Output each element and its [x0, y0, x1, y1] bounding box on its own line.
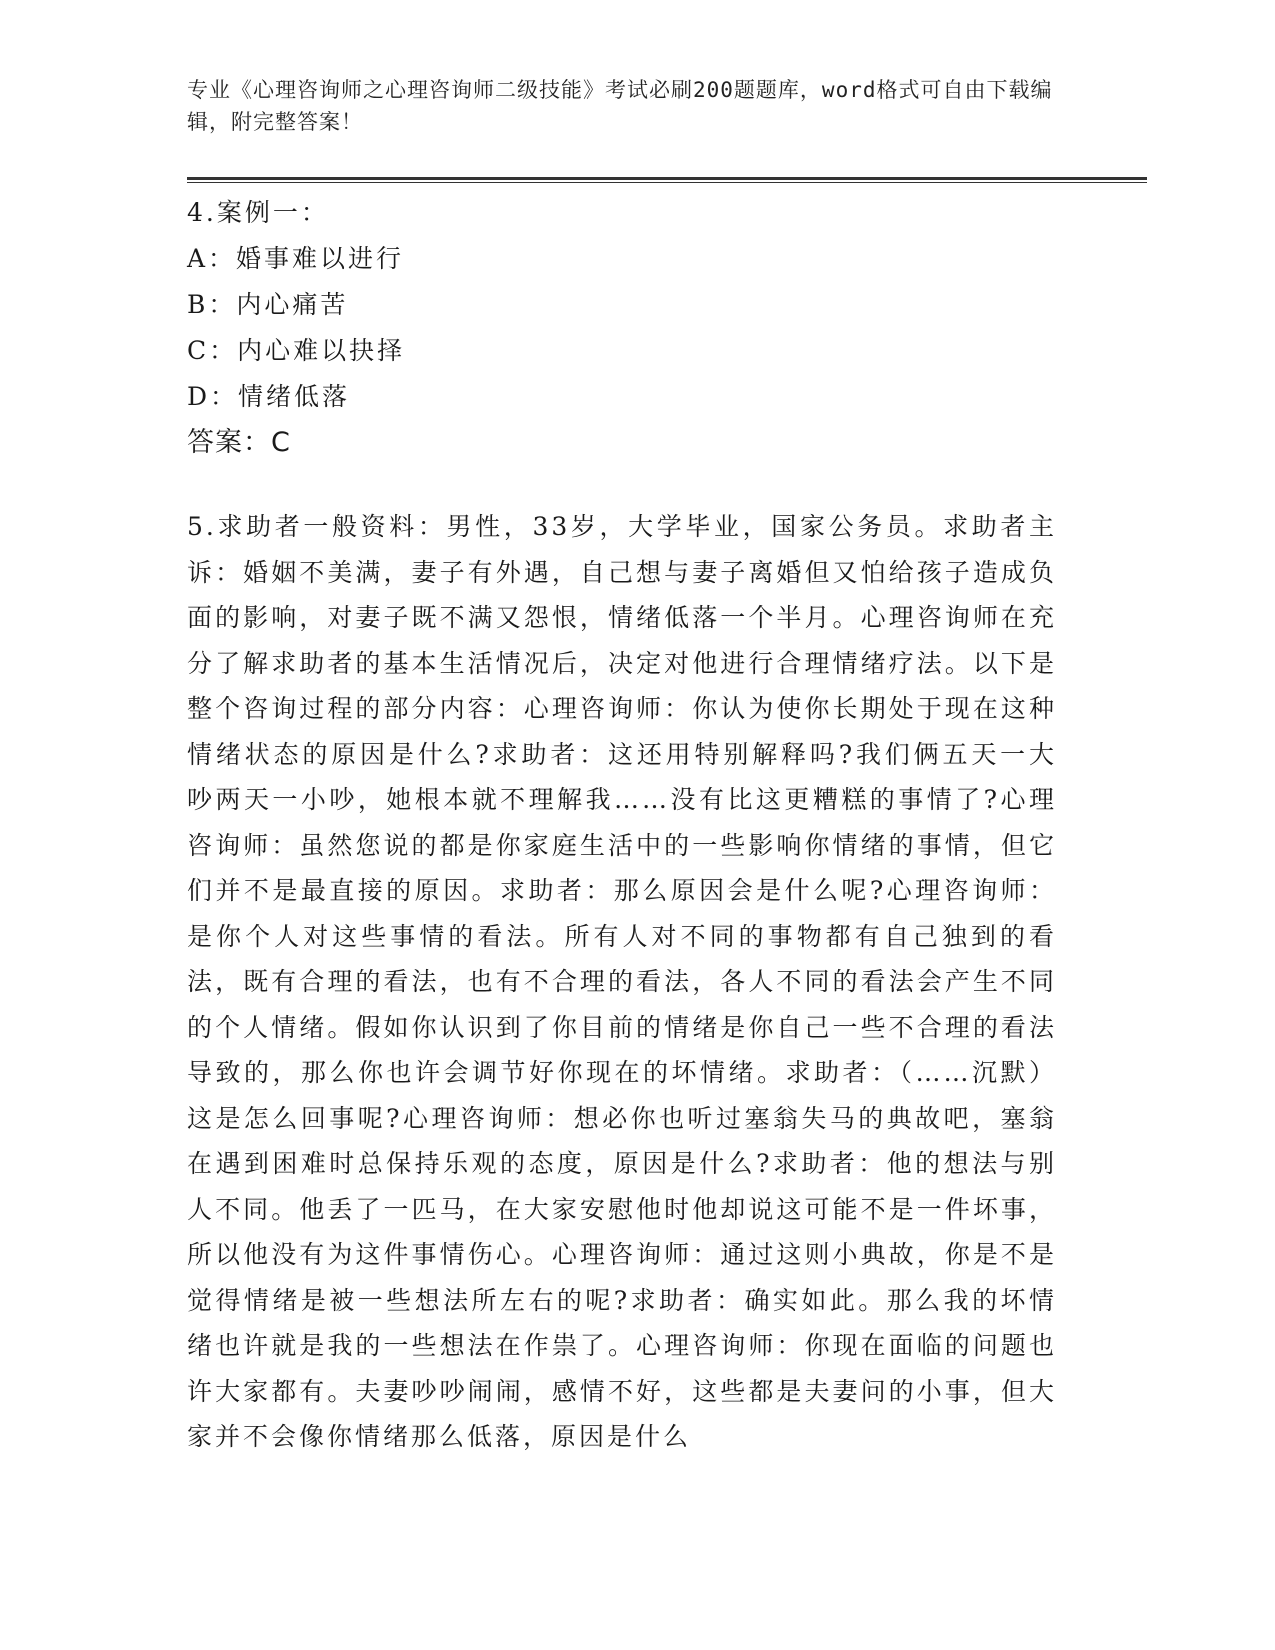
question-4-stem: 4.案例一：	[187, 198, 329, 227]
option-d: D：情绪低落	[187, 382, 351, 411]
question-4	[187, 190, 1057, 466]
question-5: 5.求助者一般资料：男性，33岁，大学毕业，国家公务员。求助者主诉：婚姻不美满，妻子有外遇，自己想与妻子离婚但又怕给孩子造成负面的影响，对妻子既不满又怨恨，情绪低落一个半月。心理咨询师在充分了解求助者的基本生活情况后，决定对他进行合理情绪疗法。以下是整个咨询过程的部分内容：心理咨询师：你认为使你长期处于现在这种情绪状态的原因是什么?求助者：这还用特别解释吗?我们俩五天一大吵两天一小吵，她根本就不理解我……没有比这更糟糕的事情了?心理咨询师：虽然您说的都是你家庭生活中的一些影响你情绪的事情，但它们并不是最直接的原因。求助者：那么原因会是什么呢?心理咨询师：是你个人对这些事情的看法。所有人对不同的事物都有自己独到的看法，既有合理的看法，也有不合理的看法，各人不同的看法会产生不同的个人情绪。假如你认识到了你目前的情绪是你自己一些不合理的看法导致的，那么你也许会调节好你现在的坏情绪。求助者：（……沉默）这是怎么回事呢?心理咨询师：想必你也听过塞翁失马的典故吧，塞翁在遇到困难时总保持乐观的态度，原因是什么?求助者：他的想法与别人不同。他丢了一匹马，在大家安慰他时他却说这可能不是一件坏事，所以他没有为这件事情伤心。心理咨询师：通过这则小典故，你是不是觉得情绪是被一些想法所左右的呢?求助者：确实如此。那么我的坏情绪也许就是我的一些想法在作祟了。心理咨询师：你现在面临的问题也许大家都有。夫妻吵吵闹闹，感情不好，这些都是夫妻问的小事，但大家并不会像你情绪那么低落，原因是什么	[187, 512, 1057, 1451]
document-header: 专业《心理咨询师之心理咨询师二级技能》考试必刷200题题库，word格式可自由下载编辑，附完整答案！	[187, 78, 1053, 134]
question-4-answer: 答案：C	[187, 427, 291, 458]
header-divider-thin	[187, 182, 1147, 183]
header-divider-thick	[187, 177, 1147, 180]
option-a: A：婚事难以进行	[187, 244, 405, 273]
option-b: B：内心痛苦	[187, 290, 349, 319]
option-c: C：内心难以抉择	[187, 336, 406, 365]
